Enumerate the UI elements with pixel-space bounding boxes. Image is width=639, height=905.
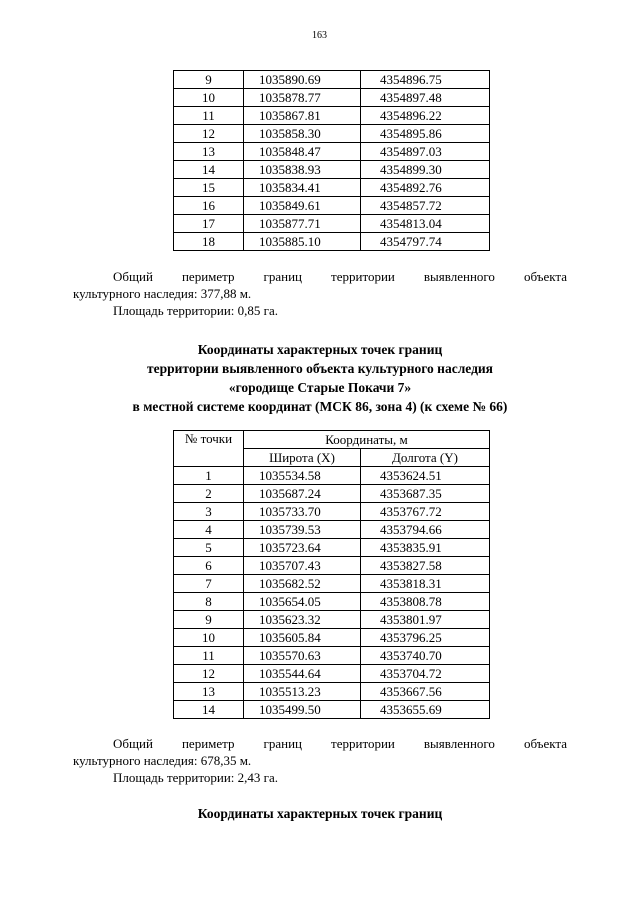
- table-row: [174, 539, 490, 557]
- point-number-cell: 9: [174, 611, 244, 629]
- latitude-x-cell: 1035687.24: [244, 485, 361, 503]
- perimeter-continuation: культурного наследия: 377,88 м.: [73, 286, 252, 301]
- point-number-cell: 14: [174, 701, 244, 719]
- point-number-cell: 18: [174, 233, 244, 251]
- perimeter-text-line: [73, 735, 567, 752]
- point-number-cell: 10: [174, 89, 244, 107]
- perimeter-paragraph-1: [73, 268, 567, 319]
- latitude-x-cell: 1035654.05: [244, 593, 361, 611]
- point-number-cell: 8: [174, 593, 244, 611]
- latitude-x-cell: 1035877.71: [244, 215, 361, 233]
- latitude-x-cell: 1035849.61: [244, 197, 361, 215]
- latitude-x-cell: 1035838.93: [244, 161, 361, 179]
- table-row: [174, 143, 490, 161]
- point-number-cell: 13: [174, 683, 244, 701]
- table-row: [174, 683, 490, 701]
- perimeter-paragraph-2: [73, 735, 567, 786]
- longitude-y-cell: 4353801.97: [361, 611, 490, 629]
- longitude-y-cell: 4353655.69: [361, 701, 490, 719]
- table-row: [174, 593, 490, 611]
- point-number-cell: 11: [174, 107, 244, 125]
- perimeter-word: периметр: [181, 736, 235, 751]
- longitude-y-cell: 4353835.91: [361, 539, 490, 557]
- latitude-x-cell: 1035623.32: [244, 611, 361, 629]
- table-row: [174, 71, 490, 89]
- header-point-number: № точки: [174, 431, 244, 467]
- point-number-cell: 5: [174, 539, 244, 557]
- perimeter-continuation: культурного наследия: 678,35 м.: [73, 753, 252, 768]
- longitude-y-cell: 4353704.72: [361, 665, 490, 683]
- perimeter-word: Общий: [113, 736, 153, 751]
- coordinates-table-body: [174, 71, 490, 251]
- header-coordinates: Координаты, м: [244, 431, 490, 449]
- point-number-cell: 17: [174, 215, 244, 233]
- longitude-y-cell: 4354895.86: [361, 125, 490, 143]
- latitude-x-cell: 1035834.41: [244, 179, 361, 197]
- point-number-cell: 13: [174, 143, 244, 161]
- point-number-cell: 12: [174, 665, 244, 683]
- longitude-y-cell: 4354892.76: [361, 179, 490, 197]
- perimeter-word: территории: [331, 269, 395, 284]
- table-row: [174, 503, 490, 521]
- heading-line-4: в местной системе координат (МСК 86, зона 4) (к схеме № 66): [132, 399, 508, 414]
- table-row: [174, 575, 490, 593]
- perimeter-word: территории: [331, 736, 395, 751]
- header-latitude-x: Широта (X): [244, 449, 361, 467]
- perimeter-word: объекта: [523, 269, 567, 284]
- heading-line-1: Координаты характерных точек границ: [197, 806, 443, 821]
- longitude-y-cell: 4354897.03: [361, 143, 490, 161]
- latitude-x-cell: 1035544.64: [244, 665, 361, 683]
- coordinates-table: [173, 430, 490, 719]
- longitude-y-cell: 4354813.04: [361, 215, 490, 233]
- longitude-y-cell: 4354896.22: [361, 107, 490, 125]
- latitude-x-cell: 1035890.69: [244, 71, 361, 89]
- point-number-cell: 6: [174, 557, 244, 575]
- latitude-x-cell: 1035499.50: [244, 701, 361, 719]
- table-row: [174, 197, 490, 215]
- latitude-x-cell: 1035733.70: [244, 503, 361, 521]
- longitude-y-cell: 4353740.70: [361, 647, 490, 665]
- table-row: [174, 107, 490, 125]
- longitude-y-cell: 4353808.78: [361, 593, 490, 611]
- coordinates-table-body: [174, 467, 490, 719]
- latitude-x-cell: 1035570.63: [244, 647, 361, 665]
- table-row: [174, 161, 490, 179]
- table-row: [174, 665, 490, 683]
- table-row: [174, 629, 490, 647]
- table-row: [174, 215, 490, 233]
- perimeter-word: объекта: [523, 736, 567, 751]
- section-heading: [73, 340, 567, 416]
- longitude-y-cell: 4354857.72: [361, 197, 490, 215]
- perimeter-word: выявленного: [423, 736, 495, 751]
- longitude-y-cell: 4353818.31: [361, 575, 490, 593]
- latitude-x-cell: 1035723.64: [244, 539, 361, 557]
- point-number-cell: 9: [174, 71, 244, 89]
- latitude-x-cell: 1035848.47: [244, 143, 361, 161]
- latitude-x-cell: 1035885.10: [244, 233, 361, 251]
- longitude-y-cell: 4353767.72: [361, 503, 490, 521]
- table-row: [174, 521, 490, 539]
- point-number-cell: 16: [174, 197, 244, 215]
- point-number-cell: 7: [174, 575, 244, 593]
- table-row: [174, 557, 490, 575]
- latitude-x-cell: 1035878.77: [244, 89, 361, 107]
- latitude-x-cell: 1035707.43: [244, 557, 361, 575]
- area-text: Площадь территории: 2,43 га.: [113, 770, 278, 785]
- longitude-y-cell: 4354797.74: [361, 233, 490, 251]
- next-section-heading: [73, 804, 567, 823]
- longitude-y-cell: 4353827.58: [361, 557, 490, 575]
- point-number-cell: 2: [174, 485, 244, 503]
- point-number-cell: 1: [174, 467, 244, 485]
- point-number-cell: 3: [174, 503, 244, 521]
- longitude-y-cell: 4353667.56: [361, 683, 490, 701]
- table-row: [174, 89, 490, 107]
- latitude-x-cell: 1035739.53: [244, 521, 361, 539]
- area-text: Площадь территории: 0,85 га.: [113, 303, 278, 318]
- table-row: [174, 467, 490, 485]
- perimeter-word: выявленного: [423, 269, 495, 284]
- point-number-cell: 4: [174, 521, 244, 539]
- perimeter-word: Общий: [113, 269, 153, 284]
- page-number: 163: [312, 30, 327, 41]
- table-row: [174, 179, 490, 197]
- point-number-cell: 12: [174, 125, 244, 143]
- heading-line-3: «городище Старые Покачи 7»: [228, 380, 412, 395]
- longitude-y-cell: 4354896.75: [361, 71, 490, 89]
- point-number-cell: 15: [174, 179, 244, 197]
- table-row: [174, 611, 490, 629]
- table-row: [174, 701, 490, 719]
- longitude-y-cell: 4354899.30: [361, 161, 490, 179]
- header-longitude-y: Долгота (Y): [361, 449, 490, 467]
- longitude-y-cell: 4353796.25: [361, 629, 490, 647]
- perimeter-word: периметр: [181, 269, 235, 284]
- point-number-cell: 11: [174, 647, 244, 665]
- longitude-y-cell: 4354897.48: [361, 89, 490, 107]
- table-row: [174, 233, 490, 251]
- perimeter-word: границ: [263, 736, 303, 751]
- latitude-x-cell: 1035513.23: [244, 683, 361, 701]
- table-row: [174, 647, 490, 665]
- longitude-y-cell: 4353624.51: [361, 467, 490, 485]
- heading-line-2: территории выявленного объекта культурного наследия: [146, 361, 493, 376]
- longitude-y-cell: 4353794.66: [361, 521, 490, 539]
- latitude-x-cell: 1035534.58: [244, 467, 361, 485]
- latitude-x-cell: 1035605.84: [244, 629, 361, 647]
- point-number-cell: 10: [174, 629, 244, 647]
- table-row: [174, 485, 490, 503]
- table-row: [174, 125, 490, 143]
- heading-line-1: Координаты характерных точек границ: [197, 342, 443, 357]
- coordinates-table-continued: [173, 70, 490, 251]
- latitude-x-cell: 1035867.81: [244, 107, 361, 125]
- perimeter-word: границ: [263, 269, 303, 284]
- latitude-x-cell: 1035682.52: [244, 575, 361, 593]
- point-number-cell: 14: [174, 161, 244, 179]
- longitude-y-cell: 4353687.35: [361, 485, 490, 503]
- latitude-x-cell: 1035858.30: [244, 125, 361, 143]
- perimeter-text-line: [73, 268, 567, 285]
